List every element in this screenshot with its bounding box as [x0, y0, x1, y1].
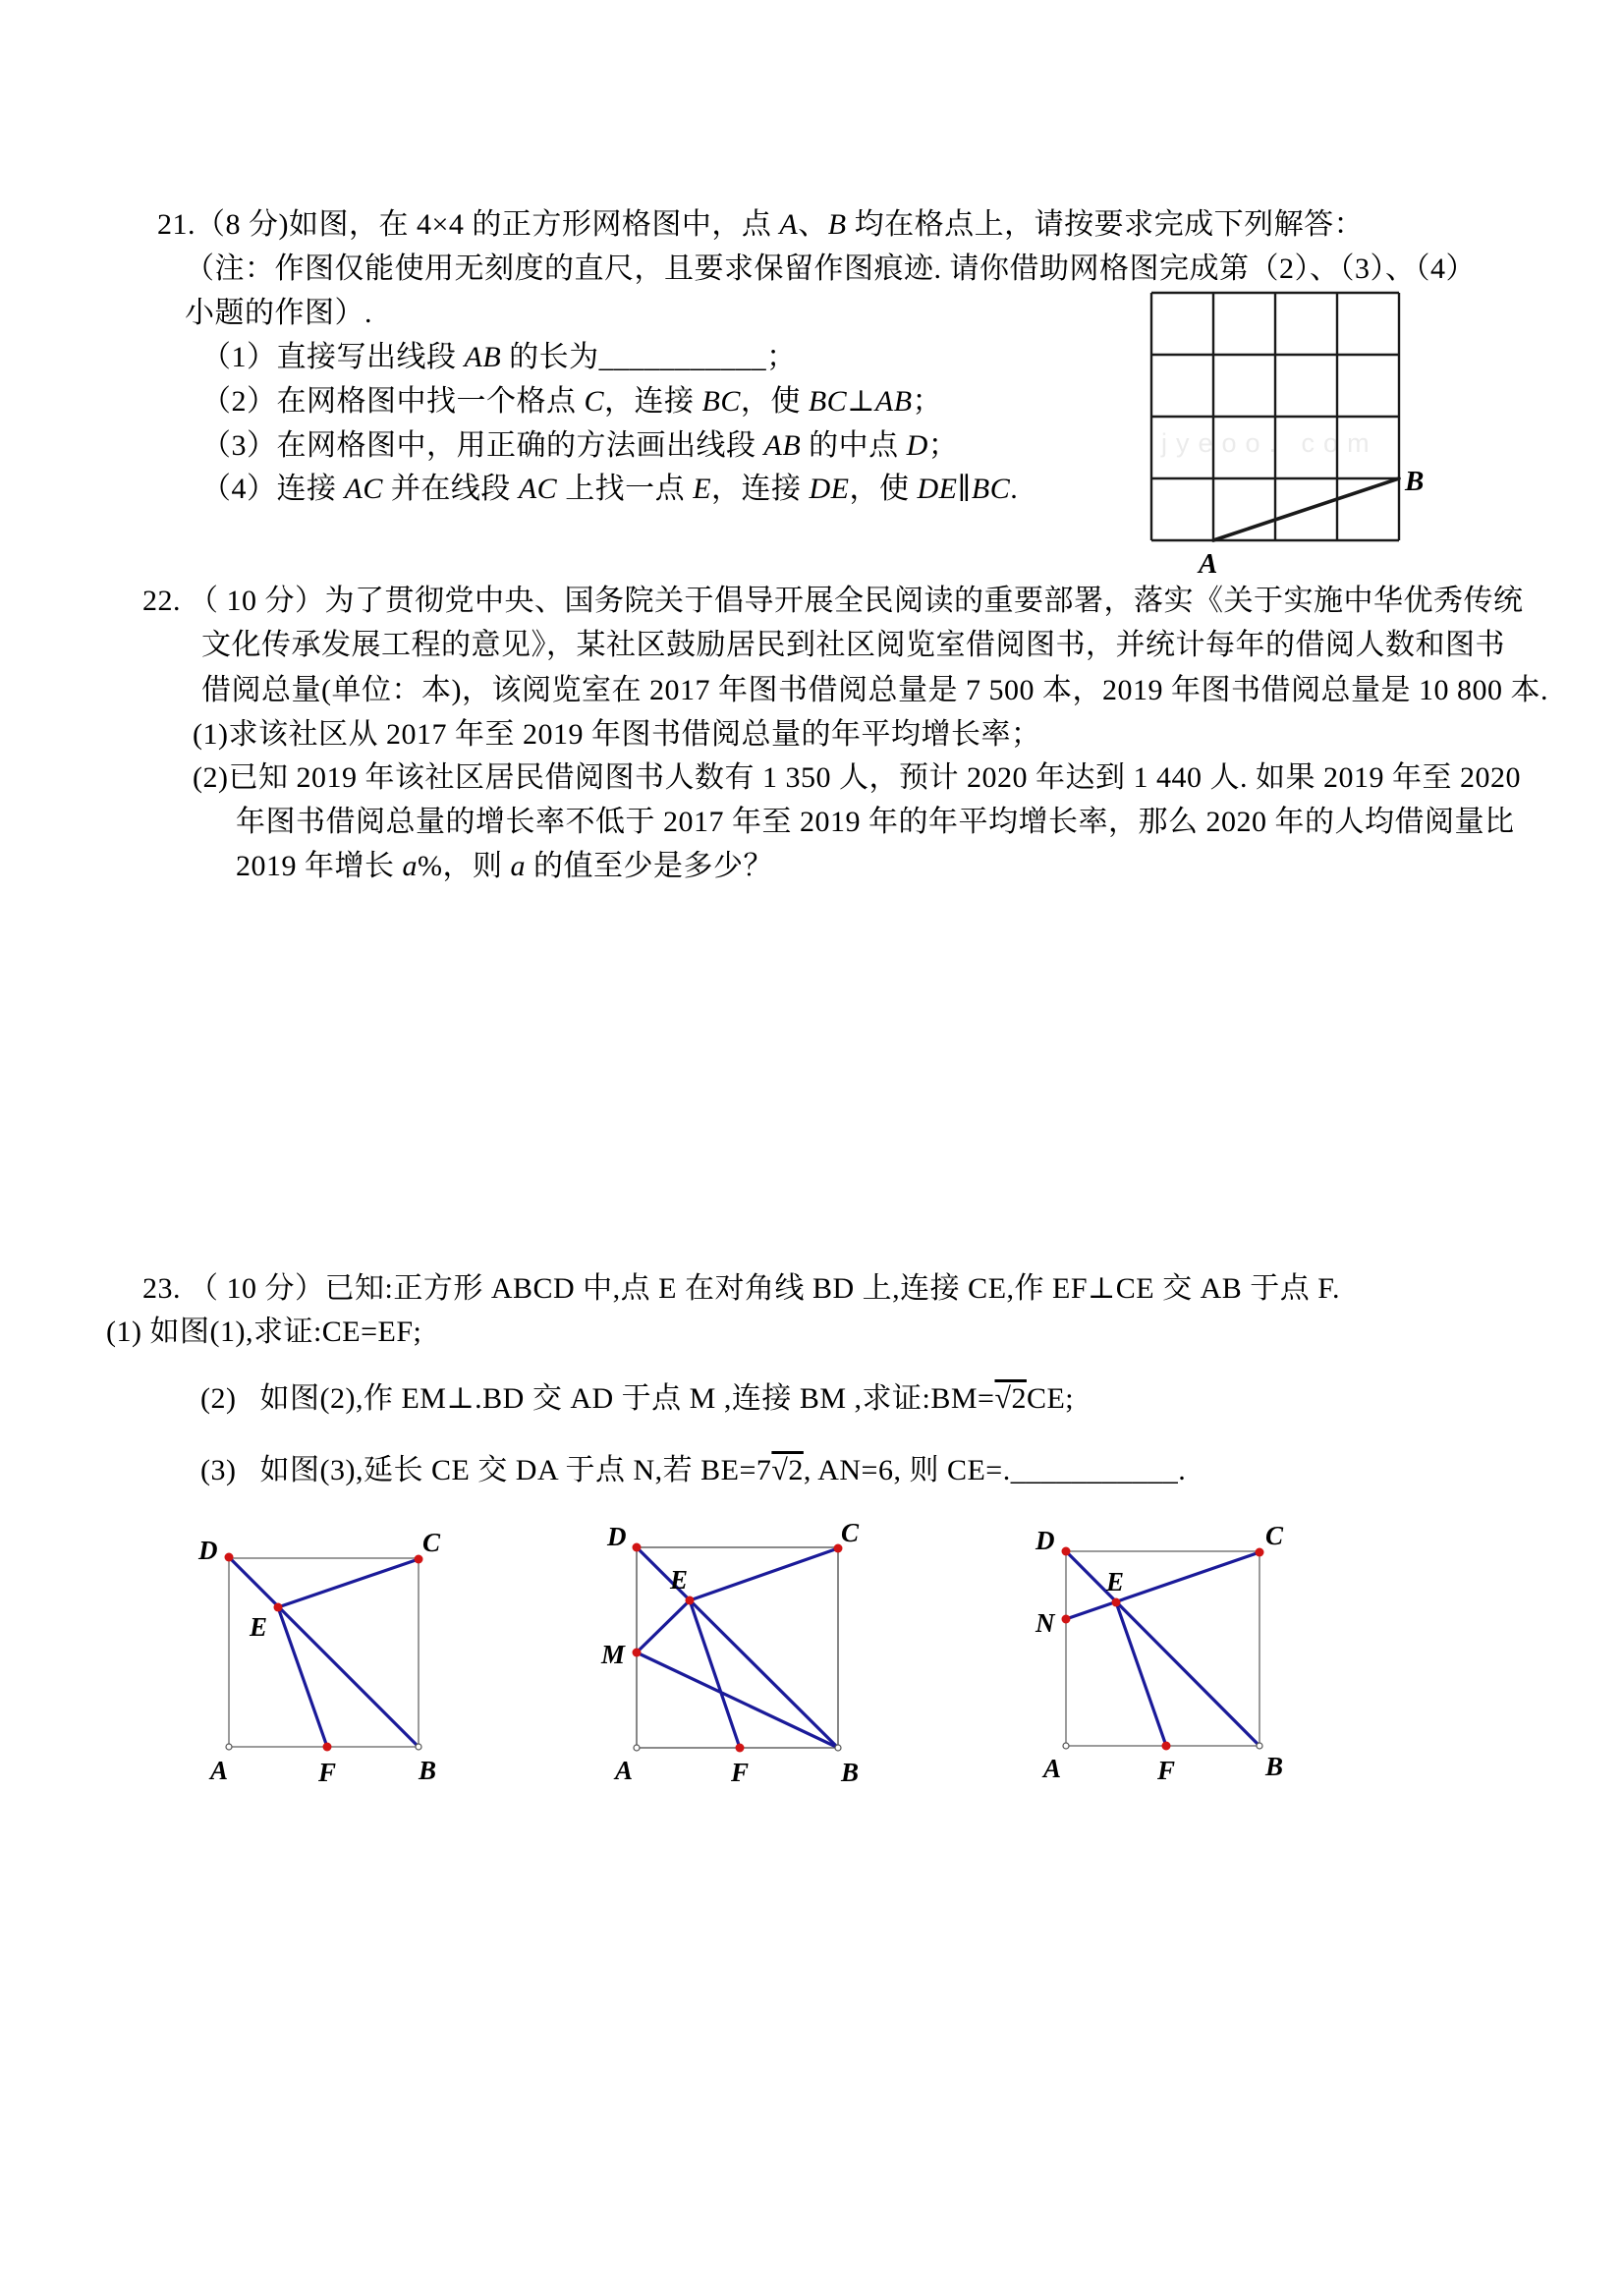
- label-E: E: [250, 1612, 268, 1642]
- q23-header: 23. （ 10 分）已知:正方形 ABCD 中,点 E 在对角线 BD 上,连接 CE,作 EF⊥CE 交 AB 于点 F.: [142, 1272, 1341, 1305]
- q23-figure-2: [599, 1518, 923, 1813]
- label-B: B: [1265, 1752, 1284, 1781]
- q21-item-4: （4）连接 AC 并在线段 AC 上找一点 E，连接 DE，使 DE∥BC.: [201, 473, 1019, 505]
- point-F: [323, 1743, 332, 1752]
- q23-part-2-radical: √2: [994, 1382, 1027, 1415]
- q22-part-2-cont2: 2019 年增长 a%，则 a 的值至少是多少？: [236, 850, 773, 882]
- q22-part-1: (1)求该社区从 2017 年至 2019 年图书借阅总量的年平均增长率；: [193, 718, 1041, 751]
- label-D: D: [1035, 1526, 1055, 1555]
- q23-figure-3: [1032, 1518, 1356, 1813]
- q23-part-2: [200, 1381, 1074, 1417]
- segment-EF: [690, 1600, 740, 1748]
- label-D: D: [607, 1522, 627, 1551]
- diagonal-DB: [229, 1557, 419, 1747]
- label-F: F: [318, 1758, 337, 1787]
- label-N: N: [1035, 1608, 1055, 1638]
- segment-MB: [637, 1652, 838, 1748]
- q23-part-3-text: (3) 如图(3),延长 CE 交 DA 于点 N,若 BE=7: [200, 1454, 772, 1486]
- q21-item-1: （1）直接写出线段 AB 的长为___________；: [201, 341, 797, 373]
- watermark: jyeoo. com: [1161, 428, 1378, 458]
- point-A: [634, 1745, 640, 1751]
- label-F: F: [1157, 1756, 1176, 1785]
- q22-line-2: 文化传承发展工程的意见》，某社区鼓励居民到社区阅览室借阅图书，并统计每年的借阅人数和图书: [201, 629, 1505, 661]
- q21-item-2: （2）在网格图中找一个格点 C，连接 BC，使 BC⊥AB；: [201, 385, 943, 418]
- label-M: M: [601, 1640, 626, 1669]
- q22-line-3: 借阅总量(单位：本)，该阅览室在 2017 年图书借阅总量是 7 500 本，2019 年图书借阅总量是 10 800 本.: [201, 674, 1548, 706]
- point-B: [835, 1745, 841, 1751]
- q22-part-2-cont1: 年图书借阅总量的增长率不低于 2017 年至 2019 年的年平均增长率，那么 2020 年的人均借阅量比: [236, 806, 1515, 838]
- q22-part-2: (2)已知 2019 年该社区居民借阅图书人数有 1 350 人，预计 2020 年达到 1 440 人. 如果 2019 年至 2020: [193, 761, 1521, 794]
- label-C: C: [841, 1518, 860, 1547]
- q21-grid-figure: [1140, 283, 1434, 588]
- label-F: F: [731, 1758, 750, 1787]
- point-B: [1257, 1743, 1262, 1749]
- diagonal-DB: [1066, 1551, 1259, 1746]
- point-A: [226, 1744, 232, 1750]
- label-B: B: [419, 1756, 437, 1785]
- point-M: [633, 1649, 642, 1657]
- grid-lines: [1151, 293, 1399, 540]
- label-C: C: [1265, 1521, 1284, 1550]
- point-B: [416, 1744, 421, 1750]
- label-C: C: [422, 1528, 441, 1557]
- point-F: [736, 1744, 745, 1753]
- grid-point-label-B: B: [1405, 466, 1425, 497]
- point-N: [1062, 1615, 1071, 1624]
- q21-intro: 21.（8 分)如图，在 4×4 的正方形网格图中，点 A、B 均在格点上，请按要求完成下列解答：: [157, 208, 1365, 241]
- segment-AB: [1213, 478, 1399, 540]
- segment-EF: [278, 1607, 327, 1747]
- q23-part-3: [200, 1453, 1186, 1488]
- point-E: [1112, 1598, 1121, 1607]
- diagonal-DB: [637, 1547, 838, 1748]
- label-E: E: [1106, 1567, 1125, 1596]
- q23-part-2-tail: CE;: [1026, 1382, 1075, 1415]
- label-A: A: [1043, 1754, 1062, 1783]
- q23-part-1: (1) 如图(1),求证:CE=EF;: [106, 1316, 422, 1348]
- label-D: D: [198, 1536, 218, 1565]
- q23-part-2-text: (2) 如图(2),作 EM⊥.BD 交 AD 于点 M ,连接 BM ,求证:BM=: [200, 1382, 995, 1415]
- point-D: [225, 1553, 234, 1562]
- segment-CN-through-E: [1066, 1552, 1259, 1619]
- segment-CE: [690, 1548, 838, 1600]
- label-A: A: [210, 1756, 229, 1785]
- point-E: [274, 1603, 283, 1612]
- point-D: [1062, 1547, 1071, 1556]
- point-C: [1256, 1548, 1264, 1557]
- label-E: E: [670, 1565, 689, 1595]
- q22-line-1: 22. （ 10 分）为了贯彻党中央、国务院关于倡导开展全民阅读的重要部署，落实《关于实施中华优秀传统: [142, 585, 1524, 617]
- q23-part-3-radical: √2: [771, 1454, 804, 1486]
- segment-CE: [278, 1559, 419, 1607]
- segment-EM: [637, 1600, 690, 1652]
- q21-note-line2: 小题的作图）.: [185, 297, 372, 329]
- q21-note-line1: （注：作图仅能使用无刻度的直尺，且要求保留作图痕迹. 请你借助网格图完成第（2）、（3）、（4）: [185, 252, 1476, 285]
- grid-point-label-A: A: [1199, 548, 1218, 580]
- q23-figure-1: [147, 1518, 472, 1813]
- q21-item-3: （3）在网格图中，用正确的方法画出线段 AB 的中点 D；: [201, 429, 959, 462]
- q23-part-3-tail: , AN=6, 则 CE=.___________.: [803, 1454, 1187, 1486]
- label-A: A: [615, 1756, 634, 1785]
- label-B: B: [841, 1758, 860, 1787]
- point-F: [1162, 1742, 1171, 1751]
- point-A: [1063, 1743, 1069, 1749]
- point-D: [633, 1543, 642, 1552]
- point-E: [686, 1596, 695, 1605]
- segment-EF: [1116, 1602, 1166, 1746]
